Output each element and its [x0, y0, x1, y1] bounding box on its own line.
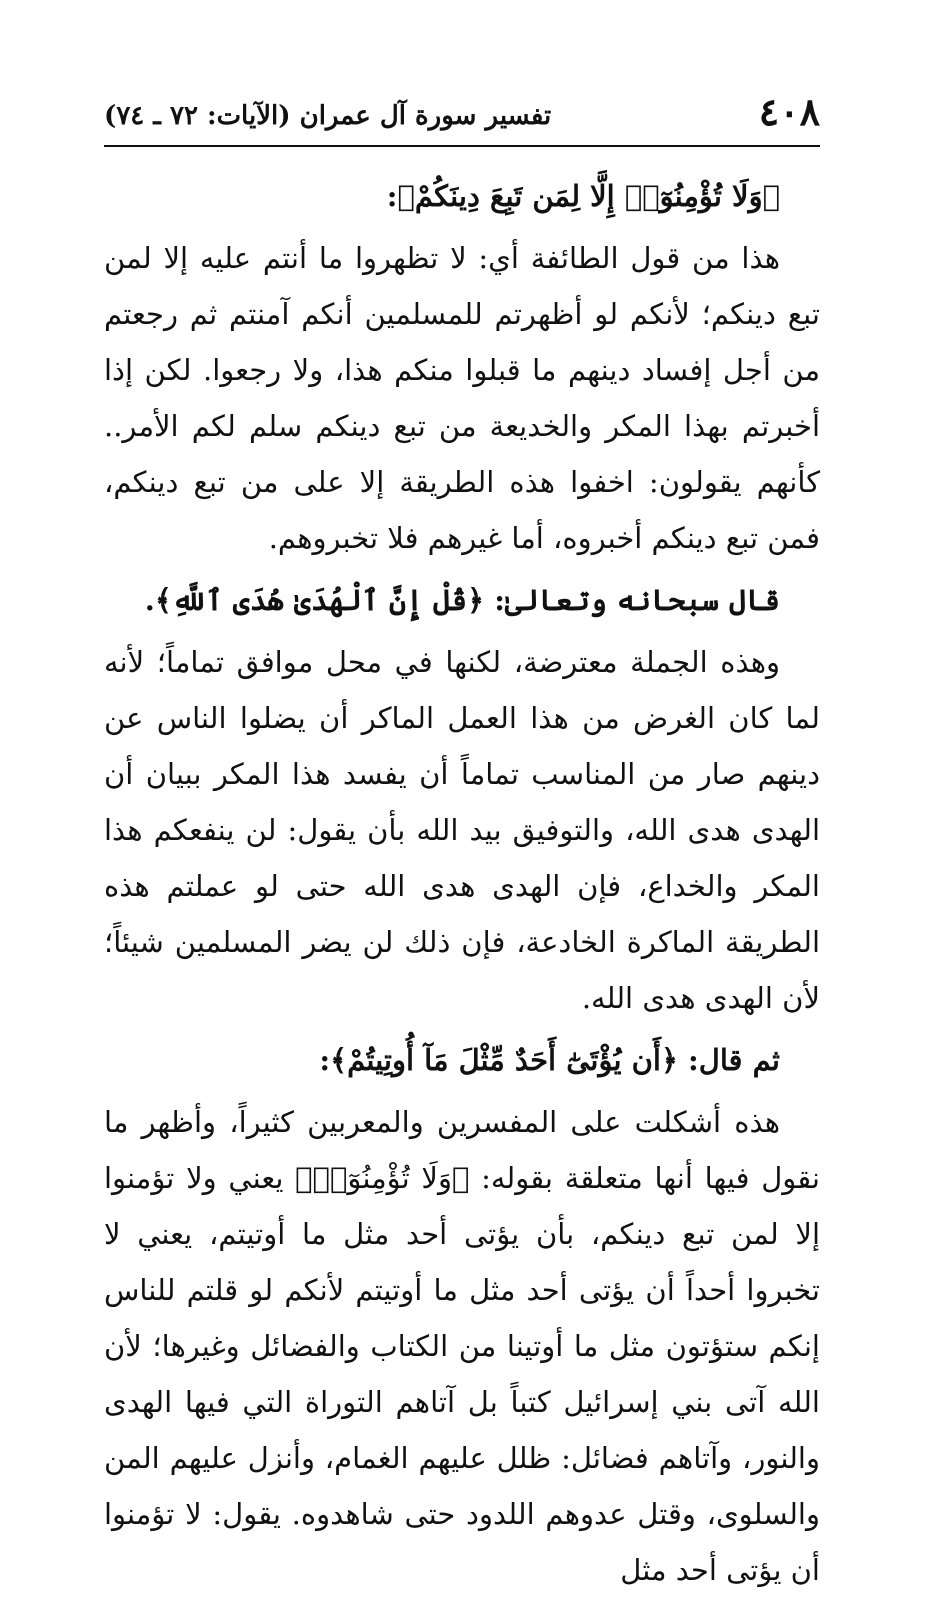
- verse-heading: قال سبحانه وتعالىٰ: ﴿قُلْ إِنَّ ٱلْهُدَىٰ هُدَى ٱللَّهِ﴾.: [144, 583, 780, 617]
- header-rule: [104, 145, 820, 147]
- page-header: [104, 89, 820, 144]
- verse-heading: ثم قال: ﴿أَن يُؤْتَىٰٓ أَحَدٌ مِّثْلَ مَآ أُوتِيتُمْ﴾:: [319, 1043, 780, 1077]
- paragraph: هذا من قول الطائفة أي: لا تظهروا ما أنتم عليه إلا لمن تبع دينكم؛ لأنكم لو أظهرتم للمسلمين أنكم آمنتم ثم رجعتم من أجل إفساد دينهم ما قبلوا منكم هذا، ولا رجعوا. لكن إذا أخبرتم بهذا المكر والخديعة من تبع دينكم سلم لكم الأمر.. كأنهم يقولون: اخفوا هذه الطريقة إلا على من تبع دينكم، فمن تبع دينكم أخبروه، أما غيرهم فلا تخبروهم.: [104, 241, 820, 555]
- running-title: تفسير سورة آل عمران (الآيات: ٧٢ ـ ٧٤): [104, 101, 552, 131]
- page-number: ٤٠٨: [758, 89, 820, 134]
- verse-heading: ﴿وَلَا تُؤْمِنُوٓا۟ إِلَّا لِمَن تَبِعَ دِينَكُمْ﴾:: [386, 179, 780, 213]
- paragraph: وهذه الجملة معترضة، لكنها في محل موافق تماماً؛ لأنه لما كان الغرض من هذا العمل الماكر أن يضلوا الناس عن دينهم صار من المناسب تماماً أن يفسد هذا المكر ببيان أن الهدى هدى الله، والتوفيق بيد الله بأن يقول: لن ينفعكم هذا المكر والخداع، فإن الهدى هدى الله حتى لو عملتم هذه الطريقة الماكرة الخادعة، فإن ذلك لن يضر المسلمين شيئاً؛ لأن الهدى هدى الله.: [104, 645, 820, 1015]
- page-body: [104, 168, 820, 1604]
- paragraph: هذه أشكلت على المفسرين والمعربين كثيراً، وأظهر ما نقول فيها أنها متعلقة بقوله: ﴿وَلَا تُؤْمِنُوٓا۟﴾ يعني ولا تؤمنوا إلا لمن تبع دينكم، بأن يؤتى أحد مثل ما أوتيتم، يعني لا تخبروا أحداً أن يؤتى أحد مثل ما أوتيتم لأنكم لو قلتم للناس إنكم ستؤتون مثل ما أوتينا من الكتاب والفضائل وغيرها؛ لأن الله آتى بني إسرائيل كتباً بل آتاهم التوراة التي فيها الهدى والنور، وآتاهم فضائل: ظلل عليهم الغمام، وأنزل عليهم المن والسلوى، وقتل عدوهم اللدود حتى شاهدوه. يقول: لا تؤمنوا أن يؤتى أحد مثل: [104, 1105, 820, 1587]
